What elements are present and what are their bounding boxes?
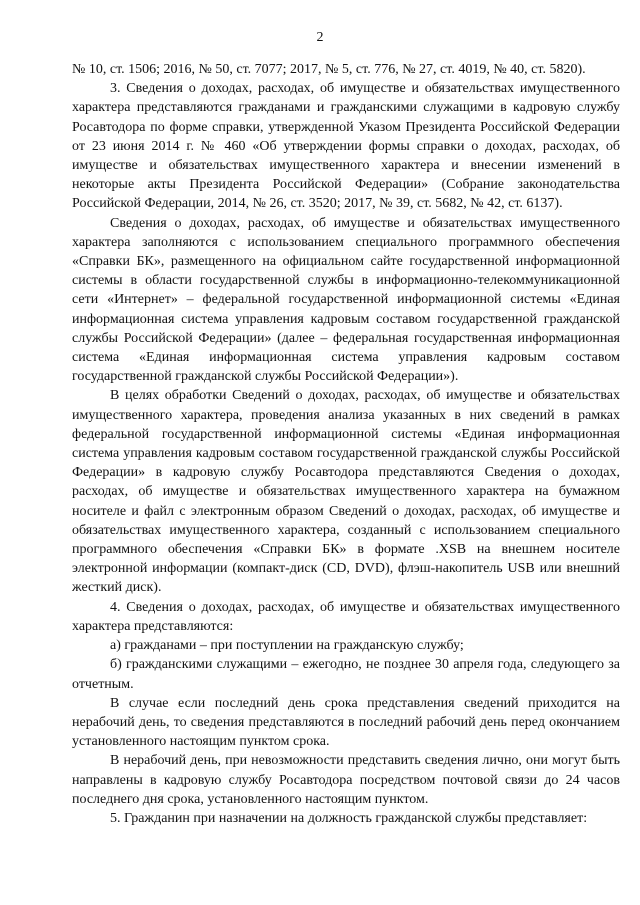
paragraph-nonworking-day: В случае если последний день срока представления сведений приходится на нерабочий день, то сведения представляются в последний рабочий день перед окончанием установленного настоящим пунктом срока. xyxy=(72,695,620,750)
paragraph-item-5: 5. Гражданин при назначении на должность гражданской службы представляет: xyxy=(110,810,588,826)
paragraph-item-4a: а) гражданами – при поступлении на гражданскую службу; xyxy=(110,638,464,654)
paragraph-citation-continuation: № 10, ст. 1506; 2016, № 50, ст. 7077; 2017, № 5, ст. 776, № 27, ст. 4019, № 40, ст. 5820). xyxy=(72,62,586,77)
paragraph-processing: В целях обработки Сведений о доходах, расходах, об имуществе и обязательствах имущественного характера, проведения анализа указанных в них сведений в рамках федеральной государственной информационной системы «Единая информационная система управления кадровым составом государственной гражданской службы Российской Федерации» в кадровую службу Росавтодора представляются Сведения о доходах, расходах, об имуществе и обязательствах имущественного характера на бумажном носителе и файл с электронным образом Сведений о доходах, расходах, об имуществе и обязательствах имущественного характера, созданный с использованием специального программного обеспечения «Справки БК» в формате .XSB на внешнем носителе электронной информации (компакт-диск (CD, DVD), флэш-накопитель USB или внешний жесткий диск). xyxy=(72,388,620,596)
paragraph-software-info: Сведения о доходах, расходах, об имуществе и обязательствах имущественного характера заполняются с использованием специального программного обеспечения «Справки БК», размещенного на официальном сайте государственной информационной системы в области государственной службы в информационно-телекоммуникационной сети «Интернет» – федеральной государственной информационной системы «Единая информационная система управления кадровым составом государственной гражданской службы Российской Федерации» (далее – федеральная государственная информационная система «Единая информационная система управления кадровым составом государственной гражданской службы Российской Федерации»). xyxy=(72,215,620,385)
paragraph-item-3: 3. Сведения о доходах, расходах, об имуществе и обязательствах имущественного характера представляются гражданами и гражданскими служащими в кадровую службу Росавтодора по форме справки, утвержденной Указом Президента Российской Федерации от 23 июня 2014 г. № 460 «Об утверждении формы справки о доходах, расходах, об имуществе и обязательствах имущественного характера и внесении изменений в некоторые акты Президента Российской Федерации» (Собрание законодательства Российской Федерации, 2014, № 26, ст. 3520; 2017, № 39, ст. 5682, № 42, ст. 6137). xyxy=(72,81,620,212)
paragraph-item-4: 4. Сведения о доходах, расходах, об имуществе и обязательствах имущественного характера представляются: xyxy=(72,599,620,634)
page-number: 2 xyxy=(316,30,324,45)
paragraph-postal: В нерабочий день, при невозможности представить сведения лично, они могут быть направлены в кадровую службу Росавтодора посредством почтовой связи до 24 часов последнего дня срока, установленного настоящим пунктом. xyxy=(72,753,620,807)
paragraph-item-4b: б) гражданскими служащими – ежегодно, не позднее 30 апреля года, следующего за отчетным. xyxy=(72,657,620,692)
document-body xyxy=(72,60,620,828)
